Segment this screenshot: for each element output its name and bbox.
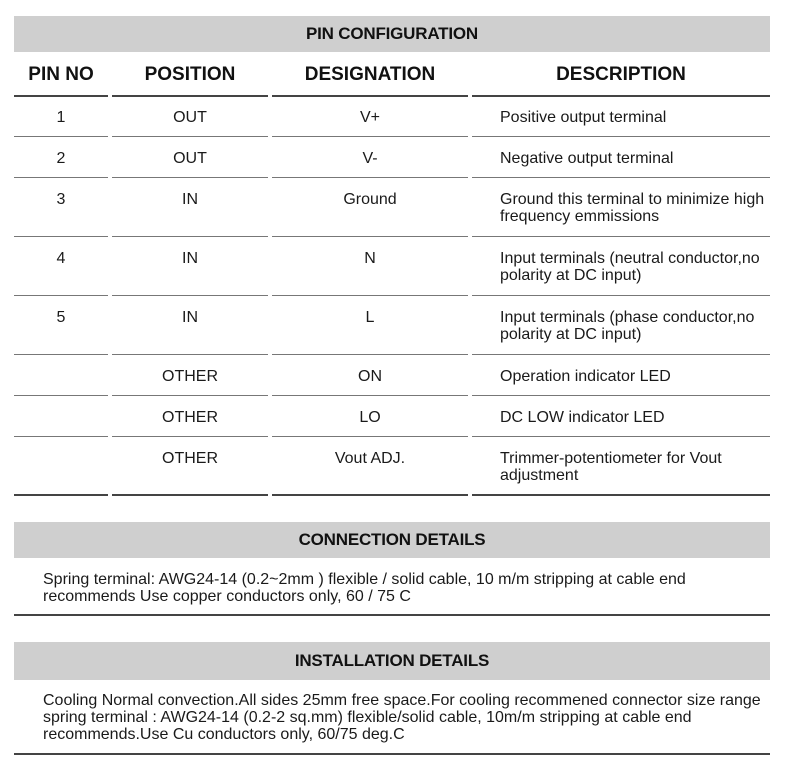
- table-rule: [112, 354, 268, 355]
- table-rule: [272, 95, 468, 97]
- table-rule: [14, 295, 108, 296]
- table-rule: [472, 354, 770, 355]
- designation-cell: Ground: [343, 191, 397, 208]
- table-rule: [472, 436, 770, 437]
- table-rule: [112, 436, 268, 437]
- description-cell: Ground this terminal to minimize high frequency emmissions: [500, 191, 765, 225]
- table-rule: [272, 436, 468, 437]
- table-rule: [112, 136, 268, 137]
- table-rule: [272, 494, 468, 496]
- table-rule: [472, 494, 770, 496]
- table-rule: [472, 395, 770, 396]
- table-rule: [14, 436, 108, 437]
- designation-cell: ON: [358, 368, 382, 385]
- table-rule: [14, 494, 108, 496]
- table-rule: [272, 354, 468, 355]
- connection-details-title: CONNECTION DETAILS: [14, 522, 770, 558]
- designation-cell: V+: [359, 109, 380, 126]
- installation-details-rule: [14, 753, 770, 755]
- table-rule: [472, 295, 770, 296]
- designation-cell: LO: [359, 409, 381, 426]
- table-rule: [272, 177, 468, 178]
- description-cell: Trimmer-potentiometer for Vout adjustment: [500, 450, 722, 484]
- connection-details-rule: [14, 614, 770, 616]
- table-rule: [472, 136, 770, 137]
- header-designation: DESIGNATION: [304, 64, 436, 85]
- description-cell: DC LOW indicator LED: [500, 409, 665, 426]
- description-cell: Negative output terminal: [500, 150, 674, 167]
- position-cell: OUT: [173, 150, 207, 167]
- table-rule: [112, 395, 268, 396]
- table-rule: [112, 494, 268, 496]
- description-cell: Operation indicator LED: [500, 368, 671, 385]
- pin-number-cell: 5: [56, 309, 66, 326]
- table-rule: [14, 395, 108, 396]
- designation-cell: V-: [362, 150, 378, 167]
- table-rule: [112, 236, 268, 237]
- table-rule: [112, 177, 268, 178]
- position-cell: OTHER: [162, 368, 218, 385]
- installation-details-title: INSTALLATION DETAILS: [14, 642, 770, 680]
- pin-number-cell: 4: [56, 250, 66, 267]
- header-description: DESCRIPTION: [556, 64, 686, 85]
- designation-cell: L: [365, 309, 375, 326]
- pin-number-cell: 3: [56, 191, 66, 208]
- pin-number-cell: 2: [56, 150, 66, 167]
- table-rule: [112, 95, 268, 97]
- pin-number-cell: 1: [56, 109, 66, 126]
- position-cell: IN: [182, 250, 198, 267]
- table-rule: [14, 95, 108, 97]
- connection-details-text: Spring terminal: AWG24-14 (0.2~2mm ) flexible / solid cable, 10 m/m stripping at cable end recommends Use copper conductors only, 60 / 75 C: [43, 571, 686, 605]
- table-rule: [112, 295, 268, 296]
- table-rule: [272, 395, 468, 396]
- table-rule: [472, 95, 770, 97]
- installation-details-text: Cooling Normal convection.All sides 25mm free space.For cooling recommened connector size range spring terminal : AWG24-14 (0.2-2 sq.mm) flexible/solid cable, 10m/m stripping at cable end recommends.Use Cu conductors only, 60/75 deg.C: [43, 692, 761, 743]
- table-rule: [472, 177, 770, 178]
- position-cell: IN: [182, 191, 198, 208]
- table-rule: [14, 177, 108, 178]
- position-cell: OTHER: [162, 409, 218, 426]
- table-rule: [14, 136, 108, 137]
- description-cell: Input terminals (neutral conductor,no polarity at DC input): [500, 250, 760, 284]
- description-cell: Positive output terminal: [500, 109, 667, 126]
- table-rule: [272, 136, 468, 137]
- pin-configuration-title: PIN CONFIGURATION: [14, 16, 770, 52]
- table-rule: [472, 236, 770, 237]
- position-cell: OUT: [173, 109, 207, 126]
- table-rule: [14, 236, 108, 237]
- designation-cell: N: [364, 250, 376, 267]
- table-rule: [14, 354, 108, 355]
- position-cell: OTHER: [162, 450, 218, 467]
- position-cell: IN: [182, 309, 198, 326]
- description-cell: Input terminals (phase conductor,no polarity at DC input): [500, 309, 755, 343]
- table-rule: [272, 236, 468, 237]
- designation-cell: Vout ADJ.: [334, 450, 406, 467]
- header-position: POSITION: [144, 64, 236, 85]
- table-rule: [272, 295, 468, 296]
- header-pin-no: PIN NO: [28, 64, 94, 85]
